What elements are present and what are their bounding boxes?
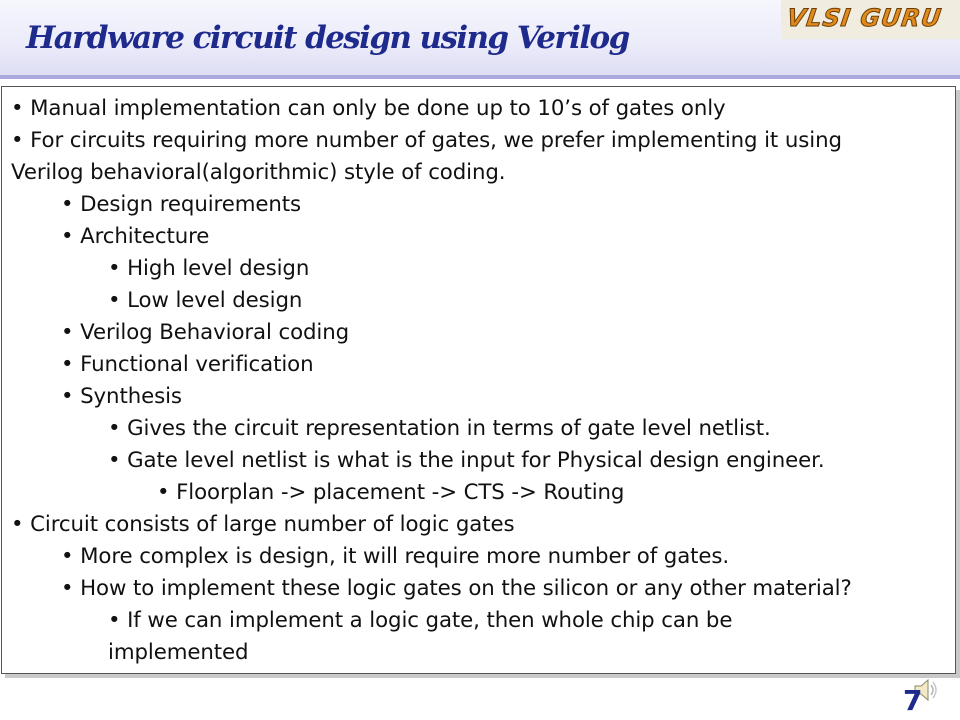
header-divider xyxy=(0,75,960,79)
vlsi-guru-logo xyxy=(781,0,960,39)
content-box xyxy=(1,86,956,674)
bullet-item: • For circuits requiring more number of gates, we prefer implementing it using xyxy=(11,128,842,153)
bullet-item: • Circuit consists of large number of logic gates xyxy=(11,512,515,537)
page-number: 7 xyxy=(903,684,923,717)
sub-sub-bullet-item-continuation: implemented xyxy=(108,640,249,665)
sub-sub-bullet-item: • Gate level netlist is what is the input for Physical design engineer. xyxy=(108,448,825,473)
bullet-list xyxy=(11,93,951,669)
logo-text: VLSI GURU xyxy=(785,4,944,32)
bullet-item: • Manual implementation can only be done up to 10’s of gates only xyxy=(11,96,726,121)
sub-bullet-item: • Architecture xyxy=(61,224,210,249)
sub-bullet-item: • Synthesis xyxy=(61,384,182,409)
sub-bullet-item: • More complex is design, it will require more number of gates. xyxy=(61,544,730,569)
sub-bullet-item: • Functional verification xyxy=(61,352,314,377)
sub-sub-bullet-item: • High level design xyxy=(108,256,310,281)
bullet-item-continuation: Verilog behavioral(algorithmic) style of coding. xyxy=(11,160,506,185)
slide-title: Hardware circuit design using Verilog xyxy=(26,20,629,56)
sub-sub-bullet-item: • Low level design xyxy=(108,288,303,313)
sub-bullet-item: • How to implement these logic gates on the silicon or any other material? xyxy=(61,576,852,601)
slide-header xyxy=(0,0,960,78)
sub-sub-bullet-item: • Gives the circuit representation in terms of gate level netlist. xyxy=(108,416,771,441)
sub-sub-bullet-item: • If we can implement a logic gate, then whole chip can be xyxy=(108,608,733,633)
sub-bullet-item: • Verilog Behavioral coding xyxy=(61,320,350,345)
sub-bullet-item: • Design requirements xyxy=(61,192,302,217)
level-4-bullet-item: • Floorplan -> placement -> CTS -> Routing xyxy=(157,480,625,505)
